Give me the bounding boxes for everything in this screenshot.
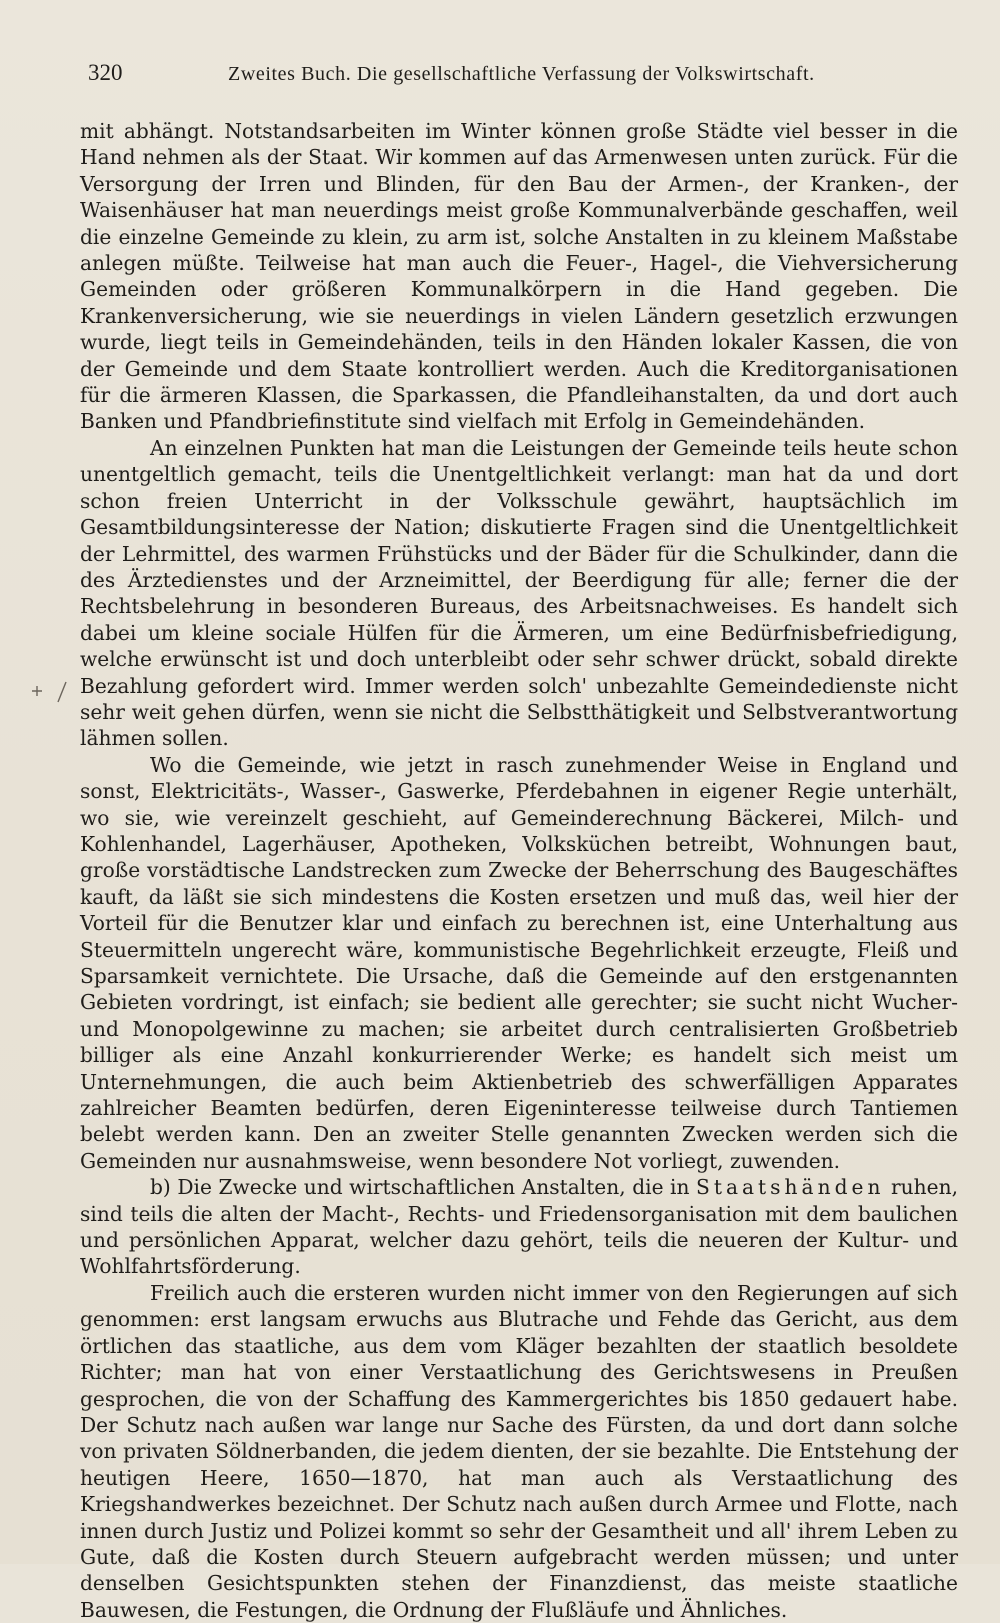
paragraph-4-after: ruhen, sind teils die alten der Macht-, Rechts- und Friedensorganisation mit dem baulichen und persönlichen Apparat, welcher dazu gehört, teils die neueren der Kultur- und Wohlfahrtsförderung.	[80, 1175, 959, 1279]
paragraph-3: Wo die Gemeinde, wie jetzt in rasch zunehmender Weise in England und sonst, Elektricitäts-, Wasser-, Gaswerke, Pferdebahnen in eigener Regie unterhält, wo sie, wie vereinzelt geschieht, auf Gemeinderechnung Bäckerei, Milch- und Kohlenhandel, Lagerhäuser, Apotheken, Volksküchen betreibt, Wohnungen baut, große vorstädtische Landstrecken zum Zwecke der Beherrschung des Baugeschäftes kauft, da läßt sie sich mindestens die Kosten ersetzen und muß das, weil hier der Vorteil für die Benutzer klar und einfach zu berechnen ist, eine Unterhaltung aus Steuermitteln ungerecht wäre, kommunistische Begehrlichkeit erzeugte, Fleiß und Sparsamkeit vernichtete. Die Ursache, daß die Gemeinde auf den erstgenannten Gebieten vordringt, ist einfach; sie bedient alle gerechter; sie sucht nicht Wucher- und Monopolgewinne zu machen; sie arbeitet durch centralisierten Großbetrieb billiger als eine Anzahl konkurrierender Werke; es handelt sich meist um Unternehmungen, die auch beim Aktienbetrieb des schwerfälligen Apparates zahlreicher Beamten bedürfen, deren Eigeninteresse teilweise durch Tantiemen belebt werden kann. Den an zweiter Stelle genannten Zwecken werden sich die Gemeinden nur ausnahmsweise, wenn besondere Not vorliegt, zuwenden.	[80, 752, 958, 1173]
spaced-emphasis: Staatshänden	[696, 1175, 885, 1200]
running-title: Zweites Buch. Die gesellschaftliche Verfassung der Volkswirtschaft.	[228, 63, 815, 85]
paragraph-5: Freilich auch die ersteren wurden nicht immer von den Regierungen auf sich genommen: erst langsam erwuchs aus Blutrache und Fehde das Gericht, aus dem örtlichen das staatliche, aus dem vom Kläger bezahlten der staatlich besoldete Richter; man hat von einer Verstaatlichung des Gerichtswesens in Preußen gesprochen, die von der Schaffung des Kammergerichtes bis 1850 gedauert habe. Der Schutz nach außen war lange nur Sache des Fürsten, da und dort dann solche von privaten Söldnerbanden, die jedem dienten, der sie bezahlte. Die Entstehung der heutigen Heere, 1650—1870, hat man auch als Verstaatlichung des Kriegshandwerkes bezeichnet. Der Schutz nach außen durch Armee und Flotte, nach innen durch Justiz und Polizei kommt so sehr der Gesamtheit und all' ihrem Leben zu Gute, daß die Kosten durch Steuern aufgebracht werden müssen; und unter denselben Gesichtspunkten stehen der Finanzdienst, das meiste staatliche Bauwesen, die Festungen, die Ordnung der Flußläufe und Ähnliches.	[80, 1280, 958, 1622]
paragraph-1: mit abhängt. Notstandsarbeiten im Winter können große Städte viel besser in die Hand nehmen als der Staat. Wir kommen auf das Armenwesen unten zurück. Für die Versorgung der Irren und Blinden, für den Bau der Armen-, der Kranken-, der Waisenhäuser hat man neuerdings meist große Kommunalverbände geschaffen, weil die einzelne Gemeinde zu klein, zu arm ist, solche Anstalten in zu kleinem Maßstabe anlegen müßte. Teilweise hat man auch die Feuer-, Hagel-, die Viehversicherung Gemeinden oder größeren Kommunalkörpern in die Hand gegeben. Die Krankenversicherung, wie sie neuerdings in vielen Ländern gesetzlich erzwungen wurde, liegt teils in Gemeindehänden, teils in den Händen lokaler Kassen, die von der Gemeinde und dem Staate kontrolliert werden. Auch die Kreditorganisationen für die ärmeren Klassen, die Sparkassen, die Pfandleihanstalten, da und dort auch Banken und Pfandbriefinstitute sind vielfach mit Erfolg in Gemeindehänden.	[80, 119, 958, 434]
paragraph-4	[80, 1174, 958, 1280]
pencil-margin-mark-icon	[28, 678, 78, 704]
page-header	[88, 60, 953, 94]
body-text	[80, 118, 958, 1623]
paragraph-2: An einzelnen Punkten hat man die Leistungen der Gemeinde teils heute schon unentgeltlich gemacht, teils die Unentgeltlichkeit verlangt: man hat da und dort schon freien Unterricht in der Volksschule gewährt, hauptsächlich im Gesamtbildungsinteresse der Nation; diskutierte Fragen sind die Unentgeltlichkeit der Lehrmittel, des warmen Frühstücks und der Bäder für die Schulkinder, dann die des Ärztedienstes und der Arzneimittel, der Beerdigung für alle; ferner die der Rechtsbelehrung in besonderen Bureaus, des Arbeitsnachweises. Es handelt sich dabei um kleine sociale Hülfen für die Ärmeren, um eine Bedürfnisbefriedigung, welche erwünscht ist und doch unterbleibt oder sehr schwer drückt, sobald direkte Bezahlung gefordert wird. Immer werden solch' unbezahlte Gemeindedienste nicht sehr weit gehen dürfen, wenn sie nicht die Selbstthätigkeit und Selbstverantwortung lähmen sollen.	[80, 435, 958, 751]
page-number: 320	[88, 60, 123, 85]
paragraph-4-before: b) Die Zwecke und wirtschaftlichen Anstalten, die in	[150, 1175, 697, 1200]
